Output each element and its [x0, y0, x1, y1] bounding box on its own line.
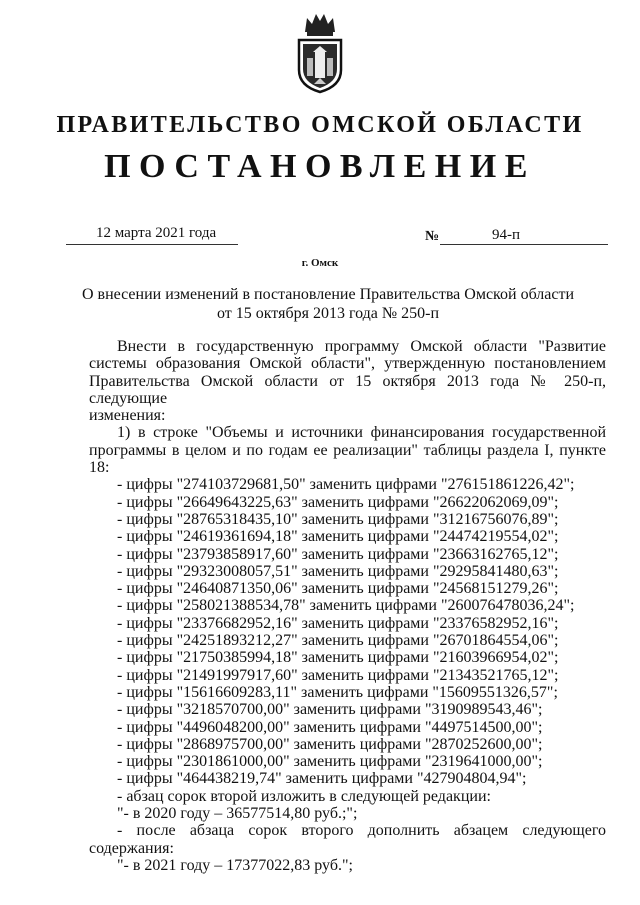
list-item: - цифры "3218570700,00" заменить цифрами "3190989543,46";	[117, 701, 543, 719]
list-item: - цифры "258021388534,78" заменить цифрами "260076478036,24";	[117, 597, 575, 615]
replacement-list	[89, 476, 606, 787]
item1-line: программы в целом и по годам ее реализации" таблицы раздела I, пункте 18:	[89, 441, 606, 477]
list-item: - цифры "23376682952,16" заменить цифрами "23376582952,16";	[117, 614, 559, 632]
number-underline	[440, 244, 608, 245]
list-item: - цифры "15616609283,11" заменить цифрами "15609551326,57";	[117, 683, 558, 701]
after-paragraph-line: - после абзаца сорок второго дополнить абзацем следующего	[117, 822, 606, 840]
intro-line: системы образования Омской области", утвержденную постановлением	[89, 355, 606, 373]
list-item: - цифры "4496048200,00" заменить цифрами "4497514500,00";	[117, 718, 543, 736]
title-line: О внесении изменений в постановление Правительства Омской области	[81, 286, 575, 303]
paragraph-42-instruction: - абзац сорок второй изложить в следующей редакции:	[117, 787, 491, 805]
list-item: - цифры "29323008057,51" заменить цифрами "29295841480,63";	[117, 562, 559, 580]
list-item: - цифры "26649643225,63" заменить цифрами "26622062069,09";	[117, 493, 559, 511]
quote-2021: "- в 2021 году – 17377022,83 руб.";	[117, 856, 353, 874]
number-label: №	[425, 229, 440, 244]
intro-line: Внести в государственную программу Омской области "Развитие	[117, 338, 606, 355]
document-date: 12 марта 2021 года	[96, 225, 217, 241]
after-paragraph-line: содержания:	[89, 839, 174, 857]
list-item: - цифры "24619361694,18" заменить цифрами "24474219554,02";	[117, 528, 559, 546]
title-line: от 15 октября 2013 года № 250-п	[216, 305, 440, 322]
document-number: 94-п	[492, 227, 521, 243]
list-item: - цифры "2868975700,00" заменить цифрами "2870252600,00";	[117, 735, 543, 753]
list-item: - цифры "274103729681,50" заменить цифрами "276151861226,42";	[117, 476, 575, 494]
intro-line: изменения:	[89, 407, 166, 425]
list-item: - цифры "21491997917,60" заменить цифрами "21343521765,12";	[117, 666, 559, 684]
organization-heading: ПРАВИТЕЛЬСТВО ОМСКОЙ ОБЛАСТИ	[56, 112, 584, 138]
list-item: - цифры "23793858917,60" заменить цифрами "23663162765,12";	[117, 545, 559, 563]
coat-of-arms-emblem	[295, 8, 345, 94]
list-item: - цифры "24640871350,06" заменить цифрами "24568151279,26";	[117, 580, 559, 598]
document-title	[60, 285, 596, 323]
list-item: - цифры "24251893212,27" заменить цифрами "26701864554,06";	[117, 632, 559, 650]
intro-line: Правительства Омской области от 15 октября 2013 года № 250-п, следующие	[89, 372, 606, 407]
item1-line: 1) в строке "Объемы и источники финансирования государственной	[117, 424, 606, 442]
list-item: - цифры "2301861000,00" заменить цифрами "2319641000,00";	[117, 753, 543, 771]
list-item: - цифры "28765318435,10" заменить цифрами "31216756076,89";	[117, 510, 559, 528]
list-item: - цифры "21750385994,18" заменить цифрами "21603966954,02";	[117, 649, 559, 667]
date-underline	[66, 244, 238, 245]
list-item: - цифры "464438219,74" заменить цифрами "427904804,94";	[117, 770, 527, 788]
document-body	[89, 338, 606, 874]
city-label: г. Омск	[301, 257, 339, 269]
quote-2020: "- в 2020 году – 36577514,80 руб.;";	[117, 805, 358, 823]
document-type-heading: ПОСТАНОВЛЕНИЕ	[104, 148, 536, 185]
